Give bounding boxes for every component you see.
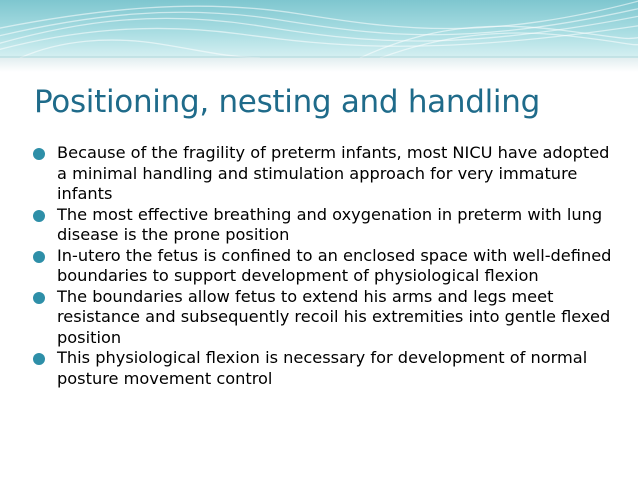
- bullet-item: [32, 246, 612, 287]
- bullet-text: This physiological flexion is necessary for development of normal posture movement control: [57, 348, 588, 388]
- bullet-text: Because of the fragility of preterm infants, most NICU have adopted a minimal handling and stimulation approach for very immature infants: [57, 143, 610, 203]
- bullet-item: [32, 348, 612, 389]
- bullet-text: In-utero the fetus is confined to an enclosed space with well-defined boundaries to support development of physiological flexion: [57, 245, 612, 285]
- bullet-text: The boundaries allow fetus to extend his arms and legs meet resistance and subsequently recoil his extremities into gentle flexed position: [57, 286, 611, 347]
- bullet-dot-icon: [33, 251, 45, 263]
- bullet-text: The most effective breathing and oxygenation in preterm with lung disease is the prone position: [57, 204, 603, 244]
- wave-pattern: [0, 0, 638, 58]
- bullet-item: [32, 287, 612, 349]
- bullet-dot-icon: [33, 292, 45, 304]
- bullet-dot-icon: [33, 210, 45, 222]
- bullet-dot-icon: [33, 353, 45, 365]
- bullet-item: [32, 205, 612, 246]
- header-shadow: [0, 56, 638, 72]
- slide-title: Positioning, nesting and handling: [34, 84, 540, 120]
- header-decoration: [0, 0, 638, 58]
- bullet-dot-icon: [33, 148, 45, 160]
- bullet-list: [32, 143, 612, 389]
- bullet-item: [32, 143, 612, 205]
